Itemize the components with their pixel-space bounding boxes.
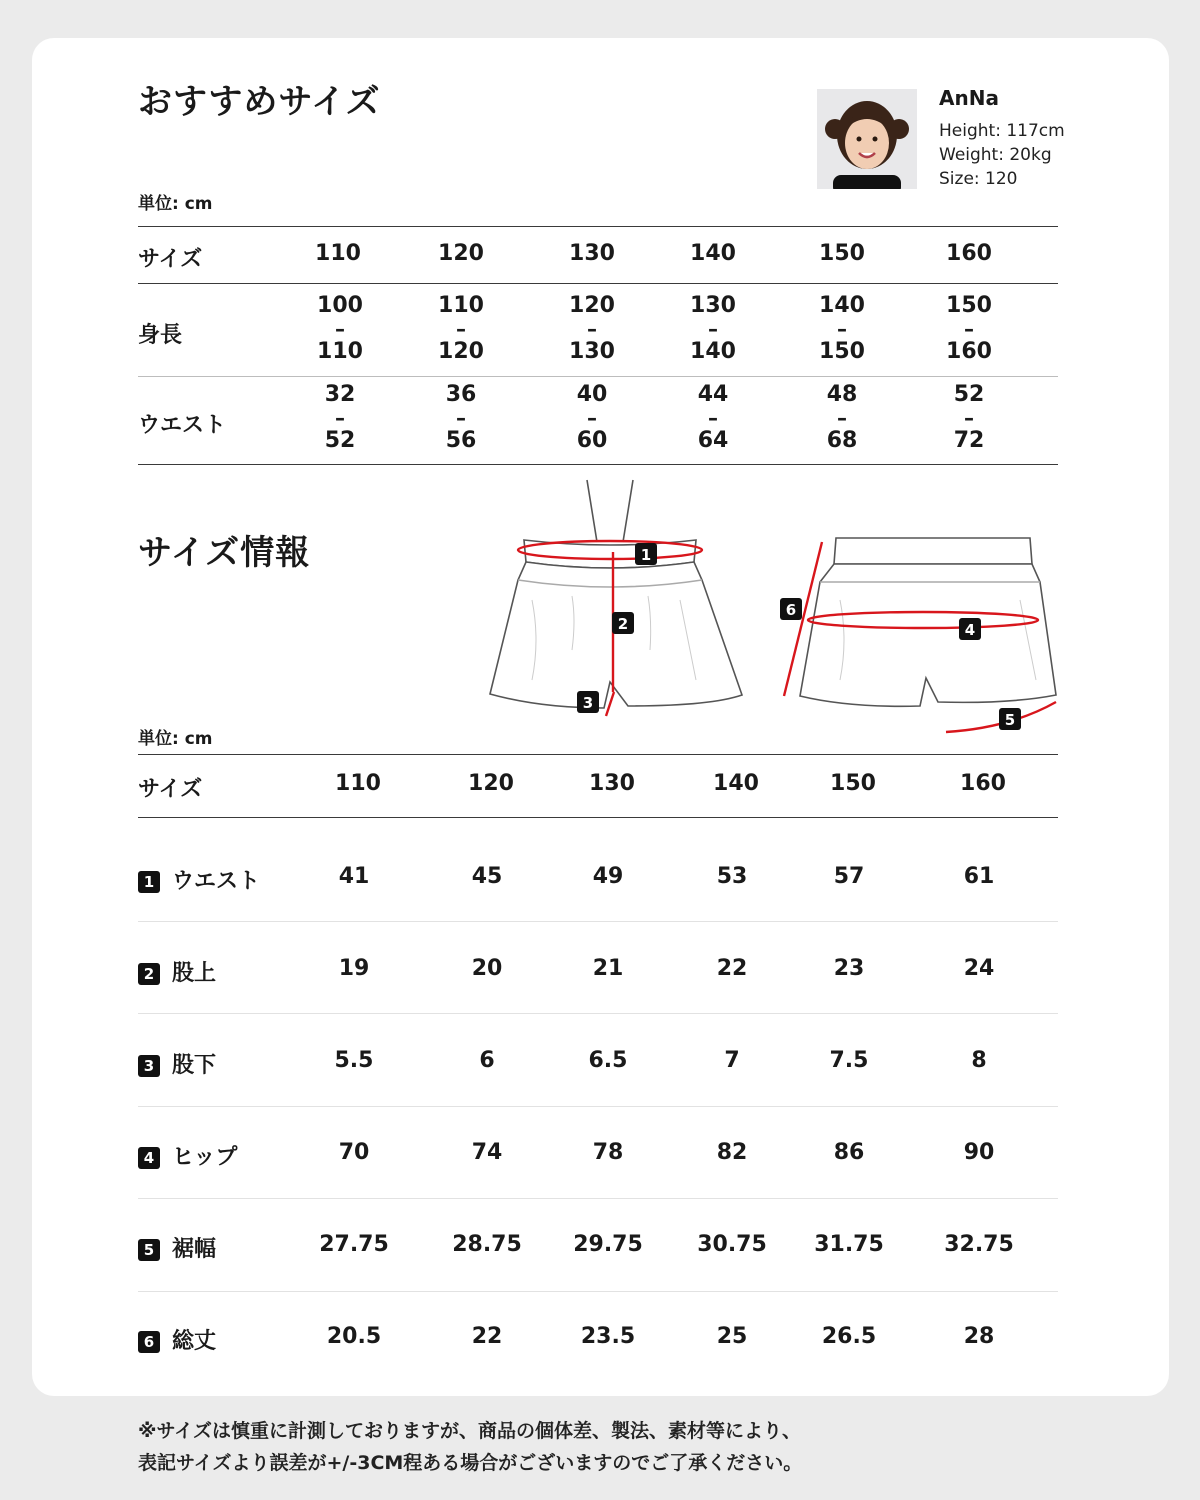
rec-waist-160: 52 – 72 bbox=[953, 382, 985, 453]
info-cell: 70 bbox=[338, 1140, 370, 1165]
rec-size-160: 160 bbox=[946, 241, 992, 266]
info-cell: 45 bbox=[471, 864, 503, 889]
info-cell: 5.5 bbox=[334, 1048, 374, 1073]
info-cell: 86 bbox=[833, 1140, 865, 1165]
rec-waist-110: 32 – 52 bbox=[324, 382, 356, 453]
info-cell: 19 bbox=[338, 956, 370, 981]
model-size: Size: 120 bbox=[939, 169, 1018, 189]
divider bbox=[138, 1013, 1058, 1014]
info-size-140: 140 bbox=[713, 771, 759, 796]
rec-size-120: 120 bbox=[438, 241, 484, 266]
shorts-diagram bbox=[480, 470, 1070, 740]
info-cell: 53 bbox=[716, 864, 748, 889]
info-size-130: 130 bbox=[589, 771, 635, 796]
info-cell: 29.75 bbox=[573, 1232, 643, 1257]
info-cell: 23.5 bbox=[580, 1324, 636, 1349]
info-cell: 26.5 bbox=[821, 1324, 877, 1349]
divider bbox=[138, 921, 1058, 922]
rec-waist-140: 44 – 64 bbox=[697, 382, 729, 453]
rec-waist-120: 36 – 56 bbox=[445, 382, 477, 453]
divider bbox=[138, 754, 1058, 755]
info-cell: 49 bbox=[592, 864, 624, 889]
recommended-unit: 単位: cm bbox=[138, 194, 213, 214]
divider bbox=[138, 376, 1058, 377]
info-row-inseam: 3 股下 bbox=[138, 1048, 216, 1079]
marker-3-label: 3 bbox=[582, 694, 594, 712]
badge-6: 6 bbox=[138, 1331, 160, 1353]
info-cell: 6.5 bbox=[588, 1048, 628, 1073]
rec-waist-130: 40 – 60 bbox=[576, 382, 608, 453]
info-cell: 25 bbox=[716, 1324, 748, 1349]
info-cell: 7 bbox=[724, 1048, 740, 1073]
divider bbox=[138, 1106, 1058, 1107]
info-cell: 61 bbox=[963, 864, 995, 889]
badge-5: 5 bbox=[138, 1239, 160, 1261]
info-cell: 6 bbox=[479, 1048, 495, 1073]
rec-size-130: 130 bbox=[569, 241, 615, 266]
info-cell: 8 bbox=[971, 1048, 987, 1073]
divider bbox=[138, 464, 1058, 465]
info-size-160: 160 bbox=[960, 771, 1006, 796]
badge-2: 2 bbox=[138, 963, 160, 985]
info-cell: 22 bbox=[471, 1324, 503, 1349]
divider bbox=[138, 226, 1058, 227]
info-cell: 22 bbox=[716, 956, 748, 981]
info-row-waist: 1 ウエスト bbox=[138, 864, 260, 895]
recommended-title: おすすめサイズ bbox=[138, 82, 381, 122]
shorts-front-view bbox=[490, 480, 742, 708]
divider bbox=[138, 817, 1058, 818]
rec-waist-150: 48 – 68 bbox=[826, 382, 858, 453]
rec-size-140: 140 bbox=[690, 241, 736, 266]
divider bbox=[138, 1198, 1058, 1199]
info-row-hip: 4 ヒップ bbox=[138, 1140, 237, 1171]
rec-height-130: 120 – 130 bbox=[569, 293, 615, 364]
model-weight: Weight: 20kg bbox=[939, 145, 1052, 165]
divider bbox=[138, 283, 1058, 284]
info-cell: 20 bbox=[471, 956, 503, 981]
info-row-length: 6 総丈 bbox=[138, 1324, 216, 1355]
badge-4: 4 bbox=[138, 1147, 160, 1169]
info-cell: 23 bbox=[833, 956, 865, 981]
info-cell: 82 bbox=[716, 1140, 748, 1165]
rec-height-150: 140 – 150 bbox=[819, 293, 865, 364]
info-cell: 74 bbox=[471, 1140, 503, 1165]
footer-note-line-2: 表記サイズより誤差が+/-3CM程ある場合がございますのでご了承ください。 bbox=[138, 1452, 803, 1474]
size-info-title: サイズ情報 bbox=[138, 533, 311, 573]
info-cell: 28 bbox=[963, 1324, 995, 1349]
info-size-120: 120 bbox=[468, 771, 514, 796]
info-cell: 57 bbox=[833, 864, 865, 889]
model-photo bbox=[817, 89, 917, 189]
badge-1: 1 bbox=[138, 871, 160, 893]
info-cell: 78 bbox=[592, 1140, 624, 1165]
marker-4-label: 4 bbox=[964, 621, 976, 639]
rec-height-120: 110 – 120 bbox=[438, 293, 484, 364]
model-name: AnNa bbox=[939, 86, 999, 110]
info-cell: 24 bbox=[963, 956, 995, 981]
marker-1-label: 1 bbox=[640, 546, 652, 564]
info-cell: 30.75 bbox=[697, 1232, 767, 1257]
info-cell: 27.75 bbox=[319, 1232, 389, 1257]
footer-note-line-1: ※サイズは慎重に計測しておりますが、商品の個体差、製法、素材等により、 bbox=[138, 1420, 801, 1442]
rec-height-160: 150 – 160 bbox=[946, 293, 992, 364]
info-cell: 21 bbox=[592, 956, 624, 981]
info-cell: 32.75 bbox=[944, 1232, 1014, 1257]
info-cell: 28.75 bbox=[452, 1232, 522, 1257]
info-row-rise: 2 股上 bbox=[138, 956, 216, 987]
rec-size-150: 150 bbox=[819, 241, 865, 266]
info-cell: 90 bbox=[963, 1140, 995, 1165]
info-size-110: 110 bbox=[335, 771, 381, 796]
info-cell: 7.5 bbox=[829, 1048, 869, 1073]
marker-5-label: 5 bbox=[1004, 711, 1016, 729]
badge-3: 3 bbox=[138, 1055, 160, 1077]
size-info-header-label: サイズ bbox=[138, 777, 203, 802]
recommended-header-label: サイズ bbox=[138, 247, 203, 272]
rec-height-110: 100 – 110 bbox=[317, 293, 363, 364]
marker-2-label: 2 bbox=[617, 615, 629, 633]
rec-height-140: 130 – 140 bbox=[690, 293, 736, 364]
shorts-back-view bbox=[800, 538, 1056, 706]
info-cell: 41 bbox=[338, 864, 370, 889]
model-height: Height: 117cm bbox=[939, 121, 1065, 141]
rec-size-110: 110 bbox=[315, 241, 361, 266]
size-info-unit: 単位: cm bbox=[138, 729, 213, 749]
marker-6-label: 6 bbox=[785, 601, 797, 619]
rec-row-label-waist: ウエスト bbox=[138, 413, 227, 438]
info-size-150: 150 bbox=[830, 771, 876, 796]
info-cell: 31.75 bbox=[814, 1232, 884, 1257]
info-cell: 20.5 bbox=[326, 1324, 382, 1349]
divider bbox=[138, 1291, 1058, 1292]
rec-row-label-height: 身長 bbox=[138, 323, 183, 348]
info-row-hem-width: 5 裾幅 bbox=[138, 1232, 216, 1263]
